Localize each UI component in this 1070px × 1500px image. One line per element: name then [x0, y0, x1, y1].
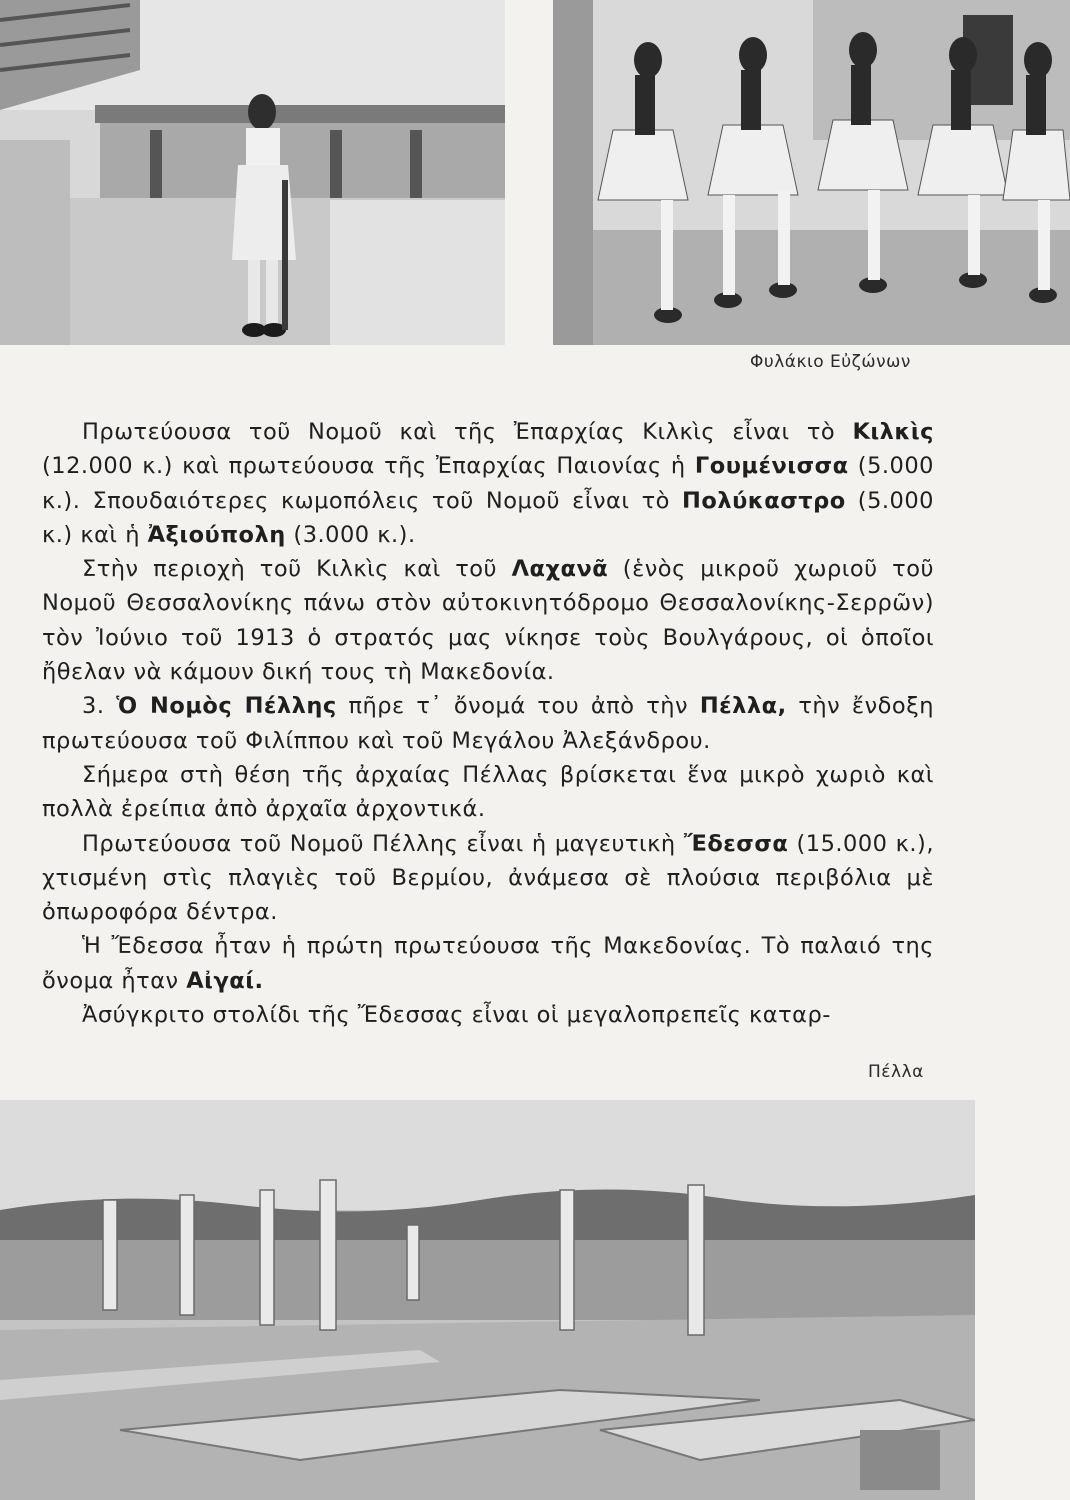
bold-term: Λαχανᾶ — [511, 556, 609, 583]
text-segment: 3. — [82, 693, 117, 720]
bold-term: Πέλλα, — [699, 693, 787, 720]
text-segment: Ἡ Ἔδεσσα ἦταν ἡ πρώτη πρωτεύουσα τῆς Μακεδονίας. Τὸ παλαιό της ὄνομα ἦταν — [42, 933, 934, 994]
bold-term: Πολύκαστρο — [682, 487, 846, 514]
text-segment: (5.000 κ.) καὶ ἡ — [42, 487, 934, 548]
caption-pella: Πέλλα — [868, 1062, 924, 1082]
bold-term: Γουμένισσα — [694, 453, 849, 480]
paragraph-ancient-pella: Σήμερα στὴ θέση τῆς ἀρχαίας Πέλλας βρίσκεται ἕνα μικρὸ χωριὸ καὶ πολλὰ ἐρείπια ἀπὸ ἀρχαῖα ἀρχοντικά. — [42, 761, 934, 823]
paragraph-battle-1913 — [42, 552, 934, 689]
photo-marching-evzones — [553, 0, 1070, 345]
text-segment: Στὴν περιοχὴ τοῦ Κιλκὶς καὶ τοῦ — [82, 556, 512, 583]
text-segment: (3.000 κ.). — [285, 521, 416, 548]
bold-term: Αἰγαί. — [186, 967, 264, 994]
paragraph-edessa-capital — [42, 827, 934, 930]
text-segment: (12.000 κ.) καὶ πρωτεύουσα τῆς Ἐπαρχίας Παιονίας ἡ — [42, 453, 695, 480]
paragraph-kilkis-towns — [42, 415, 934, 552]
text-segment: τὴν ἔνδοξη πρωτεύουσα τοῦ Φιλίππου καὶ τοῦ Μεγάλου Ἀλεξάνδρου. — [42, 693, 934, 754]
text-segment: (15.000 κ.), χτισμένη στὶς πλαγιὲς τοῦ Βερμίου, ἀνάμεσα σὲ πλούσια περιβόλια μὲ ὀπωροφόρα δέντρα. — [42, 830, 934, 926]
text-body — [42, 415, 934, 1032]
paragraph-pella-prefecture — [42, 689, 934, 758]
caption-evzones: Φυλάκιο Εὐζώνων — [750, 352, 911, 372]
text-segment: (ἑνὸς μικροῦ χωριοῦ τοῦ Νομοῦ Θεσσαλονίκης πάνω στὸν αὐτοκινητόδρομο Θεσσαλονίκης-Σερρῶν) τὸν Ἰούνιο τοῦ 1913 ὁ στρατός μας νίκησε τοὺς Βουλγάρους, οἱ ὁποῖοι ἤθελαν νὰ κάμουν δική τους τὴ Μακεδονία. — [42, 556, 935, 686]
bold-term: Ἔδεσσα — [683, 830, 789, 857]
text-segment: (5.000 κ.). Σπουδαιότερες κωμοπόλεις τοῦ Νομοῦ εἶναι τὸ — [42, 453, 934, 514]
paragraph-edessa-waterfalls: Ἀσύγκριτο στολίδι τῆς Ἔδεσσας εἶναι οἱ μεγαλοπρεπεῖς καταρ- — [82, 1002, 831, 1029]
text-segment: πῆρε τ᾿ ὄνομά του ἀπὸ τὴν — [336, 693, 700, 720]
text-segment: Πρωτεύουσα τοῦ Νομοῦ καὶ τῆς Ἐπαρχίας Κιλκὶς εἶναι τὸ — [82, 419, 853, 445]
bold-term: Ἀξιούπολη — [147, 521, 286, 548]
paragraph-edessa-aigai — [42, 929, 934, 998]
bold-term: Ὁ Νομὸς Πέλλης — [116, 693, 337, 720]
photo-pella-ruins — [0, 1100, 975, 1500]
text-segment: Πρωτεύουσα τοῦ Νομοῦ Πέλλης εἶναι ἡ μαγευτικὴ — [82, 830, 684, 857]
bold-term: Κιλκὶς — [852, 419, 934, 445]
photo-evzone-guard-post — [0, 0, 505, 345]
